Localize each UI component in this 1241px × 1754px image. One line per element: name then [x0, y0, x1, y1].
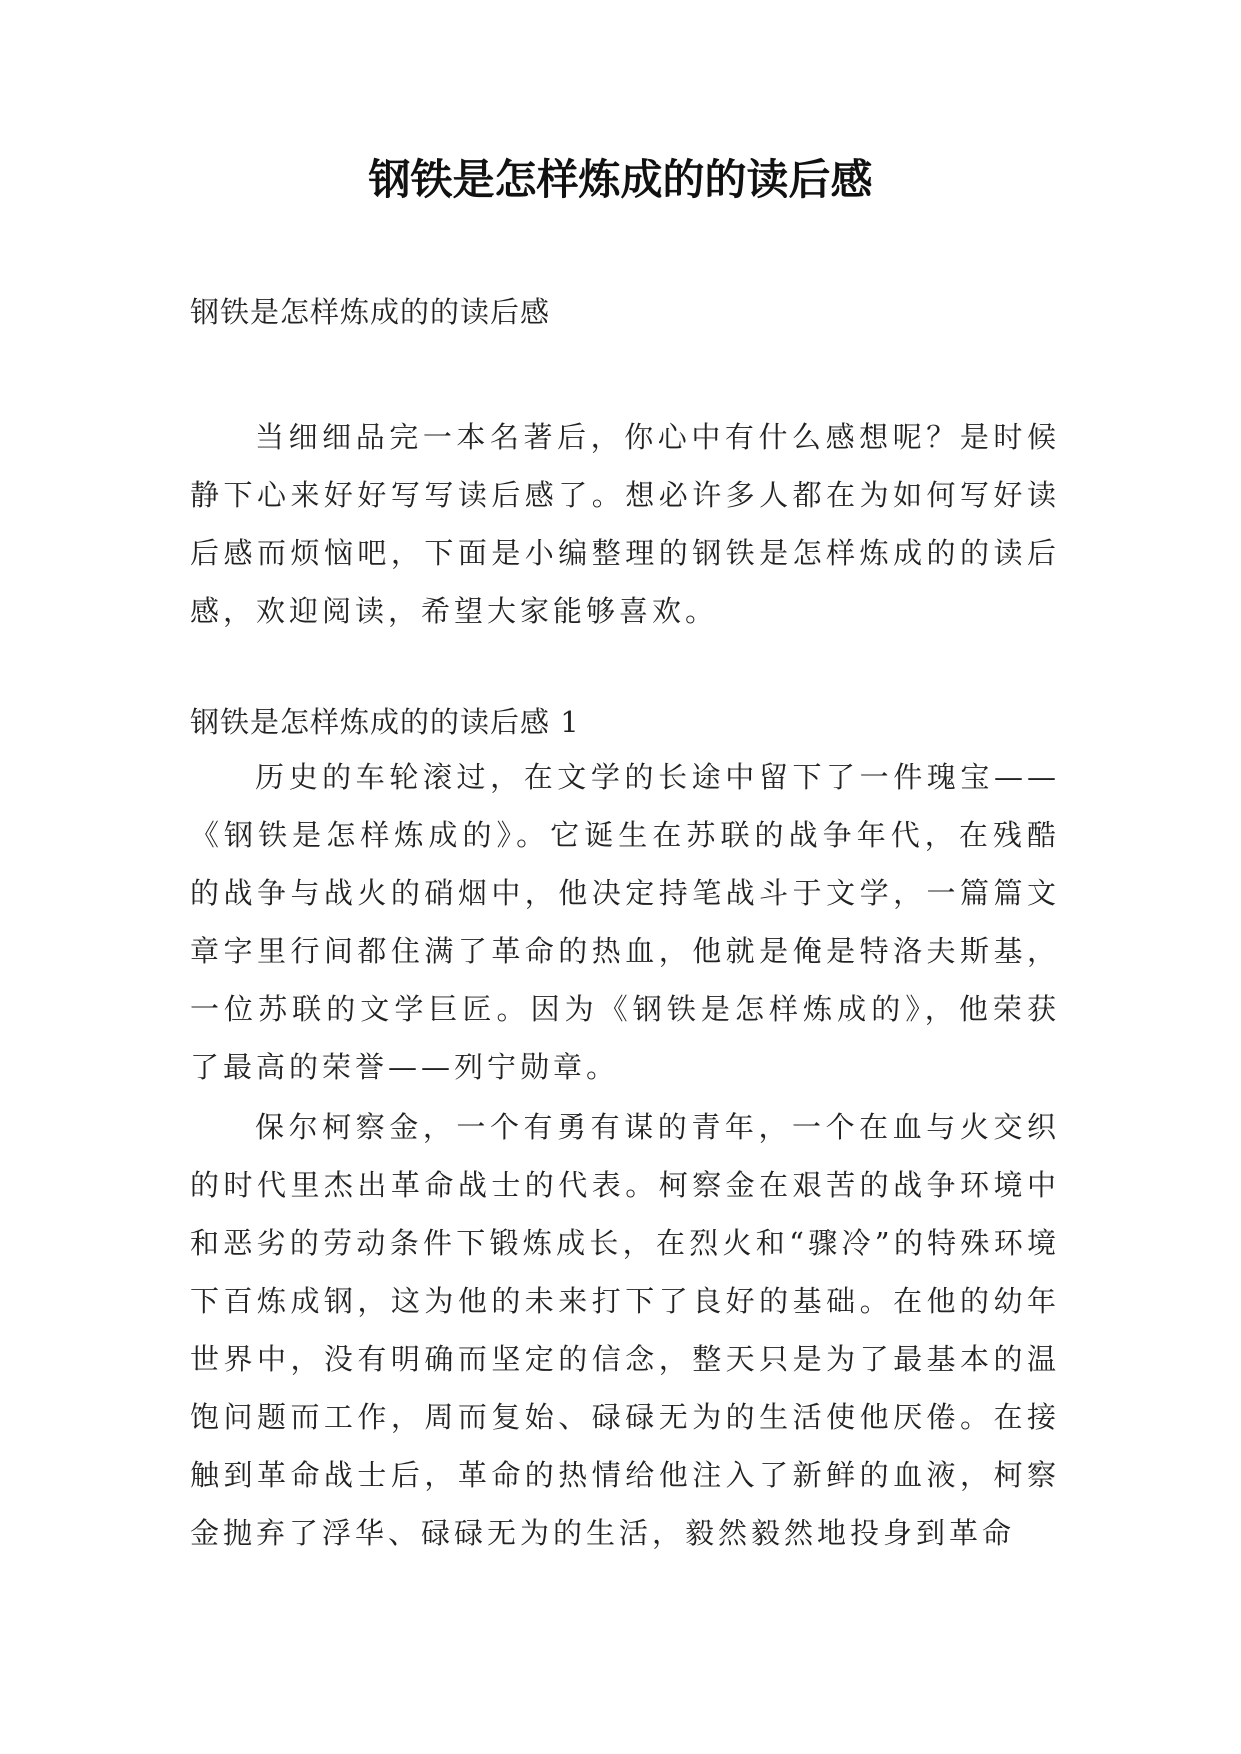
- document-subtitle: 钢铁是怎样炼成的的读后感: [190, 295, 551, 329]
- intro-paragraph: 当细细品完一本名著后，你心中有什么感想呢？是时候静下心来好好写写读后感了。想必许多人都在为如何写好读后感而烦恼吧，下面是小编整理的钢铁是怎样炼成的的读后感，欢迎阅读，希望大家能够喜欢。: [190, 420, 1060, 628]
- section-heading: 钢铁是怎样炼成的的读后感 1: [190, 705, 580, 739]
- body-paragraph: 历史的车轮滚过，在文学的长途中留下了一件瑰宝——《钢铁是怎样炼成的》。它诞生在苏联的战争年代，在残酷的战争与战火的硝烟中，他决定持笔战斗于文学，一篇篇文章字里行间都住满了革命的热血，他就是俺是特洛夫斯基，一位苏联的文学巨匠。因为《钢铁是怎样炼成的》，他荣获了最高的荣誉——列宁勋章。: [190, 760, 1060, 1084]
- body-paragraph: 保尔柯察金，一个有勇有谋的青年，一个在血与火交织的时代里杰出革命战士的代表。柯察金在艰苦的战争环境中和恶劣的劳动条件下锻炼成长，在烈火和“骤冷”的特殊环境下百炼成钢，这为他的未来打下了良好的基础。在他的幼年世界中，没有明确而坚定的信念，整天只是为了最基本的温饱问题而工作，周而复始、碌碌无为的生活使他厌倦。在接触到革命战士后，革命的热情给他注入了新鲜的血液，柯察金抛弃了浮华、碌碌无为的生活，毅然毅然地投身到革命: [190, 1110, 1060, 1550]
- document-title: 钢铁是怎样炼成的的读后感: [368, 155, 873, 204]
